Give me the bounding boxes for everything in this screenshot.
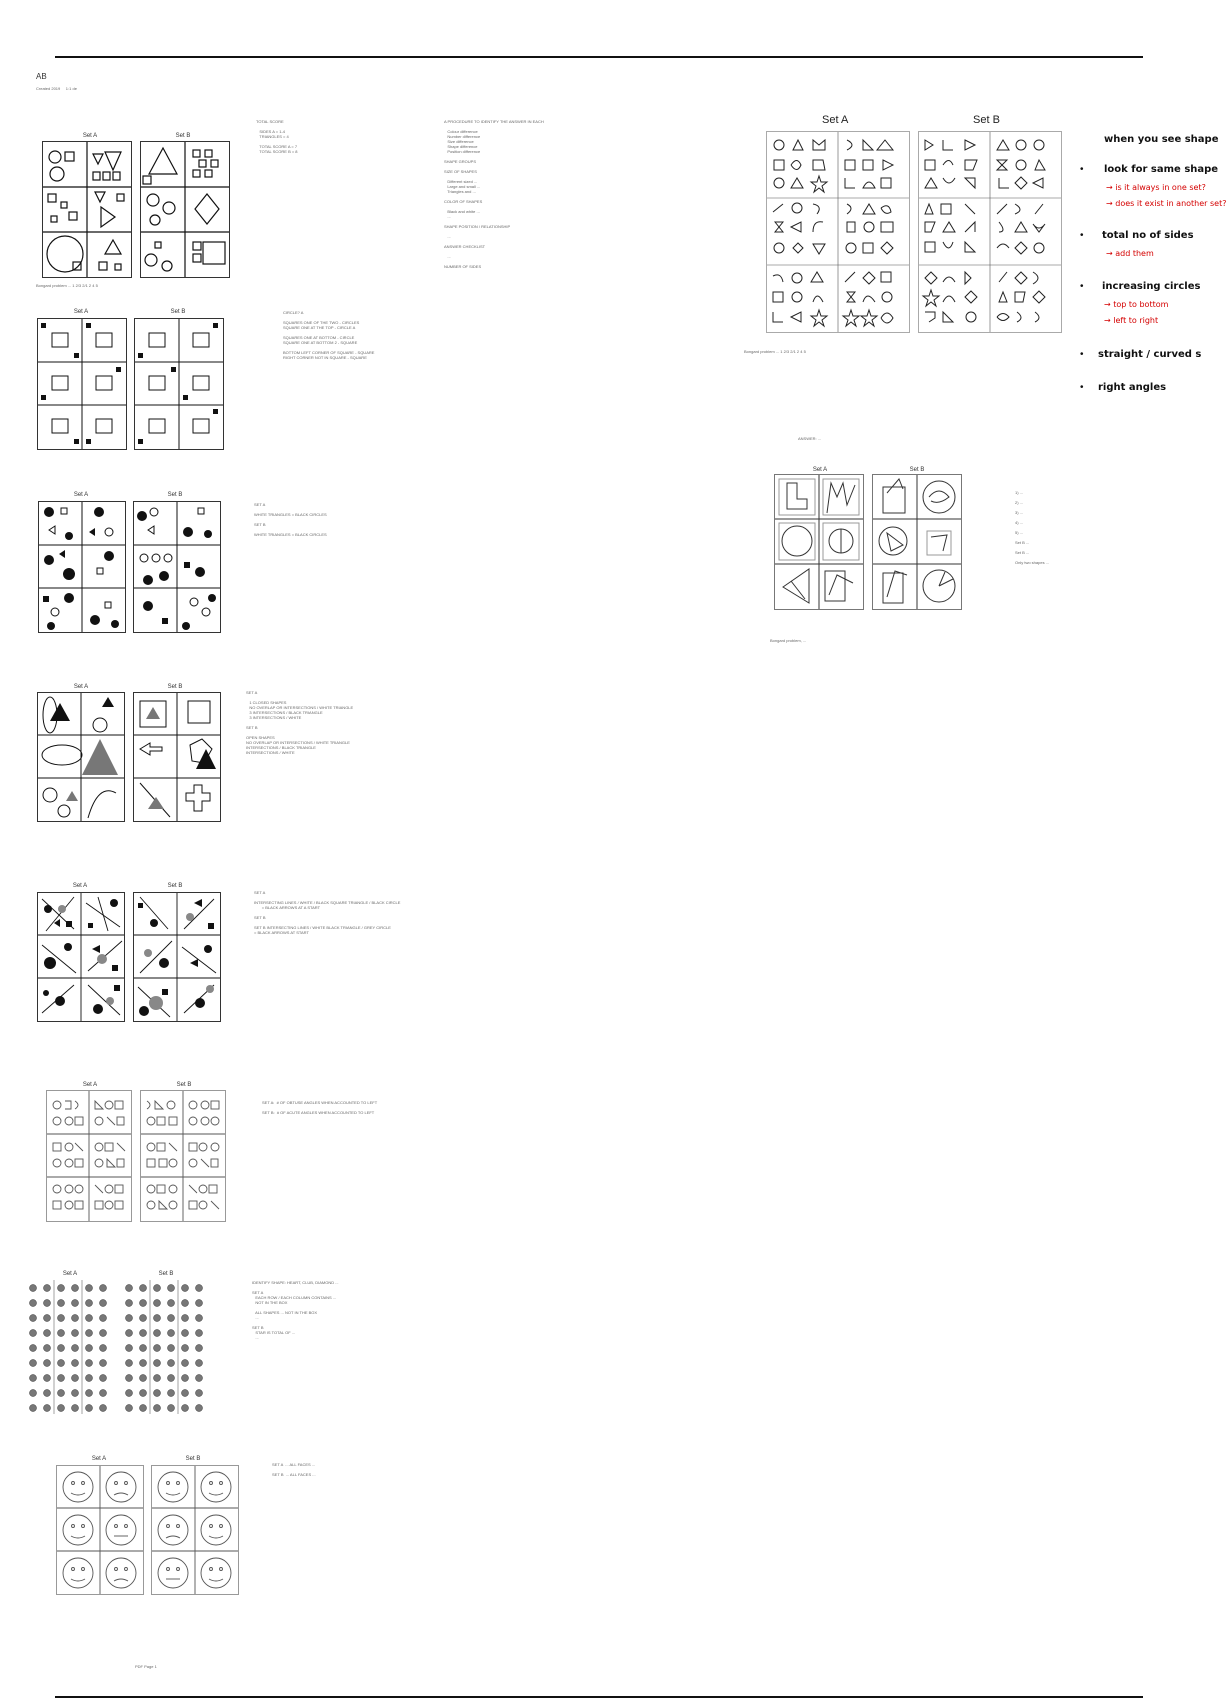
fig8-set-b-label: Set B	[185, 1456, 201, 1462]
fig2-set-a-panel	[37, 318, 127, 450]
fig4-set-b-panel	[133, 692, 221, 822]
fig6-set-b-label: Set B	[176, 1082, 192, 1088]
hand-item-1: look for same shape	[1104, 164, 1219, 175]
document-subtitle: Created 2019 1:1 de	[36, 86, 77, 91]
fig2-set-a-label: Set A	[73, 309, 89, 315]
fig3-note: SET A WHITE TRIANGLES = BLACK CIRCLES SET B WHITE TRIANGLES = BLACK CIRCLES	[254, 502, 327, 537]
answer-note: ANSWER: ...	[798, 436, 822, 441]
fig3-set-b-label: Set B	[167, 492, 183, 498]
fig9-caption: Bongard problem, ...	[770, 638, 807, 643]
fig7-note: IDENTIFY SHAPE: HEART, CLUB, DIAMOND ... SET A EACH ROW / EACH COLUMN CONTAINS ... NOT IN THE BOX ALL SHAPES ... NOT IN THE BOX ... SET B STAR IS TOTAL OF ... ...	[252, 1280, 339, 1340]
fig2-set-b-panel	[134, 318, 224, 450]
fig6-set-b-panel	[140, 1090, 226, 1222]
fig8-note: SET A ... ALL FACES ... SET B ... ALL FACES ...	[272, 1462, 316, 1477]
fig4-set-b-label: Set B	[167, 684, 183, 690]
fig9-set-a-panel	[774, 474, 864, 610]
fig1-set-a-panel	[42, 141, 132, 278]
hand-item-1-note-2: → does it exist in another set?	[1106, 199, 1226, 208]
fig4-note: SET A 1 CLOSED SHAPES NO OVERLAP OR INTERSECTIONS / WHITE TRIANGLE 3 INTERSECTIONS / BLACK TRIANGLE 3 INTERSECTIONS / WHITE SET B OPEN SHAPES NO OVERLAP OR INTERSECTIONS / WHITE TRIANGLE INTERSECTIONS / BLACK TRIANGLE INTERSECTIONS / WHITE	[246, 690, 354, 755]
fig5-note: SET A INTERSECTING LINES / WHITE / BLACK SQUARE TRIANGLE / BLACK CIRCLE = BLACK ARROWS AT A START SET B SET B INTERSECTING LINES / WHITE BLACK TRIANGLE / GREY CIRCLE = BLACK ARROWS AT START	[254, 890, 401, 935]
fig5-set-b-label: Set B	[167, 883, 183, 889]
fig3-set-b-panel	[133, 501, 221, 633]
fig1-caption: Bongard problem ... 1 2/3 2/1 2 4 5	[36, 283, 98, 288]
hand-bullet-2: •	[1080, 230, 1084, 241]
hand-bullet-3: •	[1080, 281, 1084, 292]
document-title: AB	[36, 72, 47, 81]
fig1-set-b-label: Set B	[175, 133, 191, 139]
fig4-set-a-panel	[37, 692, 125, 822]
fig7-set-a-label: Set A	[62, 1271, 78, 1277]
fig9-set-b-panel	[872, 474, 962, 610]
fig2-note: CIRCLE? A SQUARES ONE OF THE TWO - CIRCLES SQUARE ONE AT THE TOP - CIRCLE A SQUARES ONE AT BOTTOM - CIRCLE SQUARE ONE AT BOTTOM 2 - SQUARE BOTTOM LEFT CORNER OF SQUARE - SQUARE RIGHT CORNER NOT IN SQUARE - SQUARE	[283, 310, 375, 360]
large-set-b-label: Set B	[973, 114, 1000, 126]
large-set-a-panel	[766, 131, 910, 333]
hand-bullet-5: •	[1080, 382, 1084, 393]
top-rule	[55, 56, 1143, 58]
hand-item-5: right angles	[1098, 382, 1167, 393]
hand-item-1-note-1: → is it always in one set?	[1106, 183, 1206, 192]
fig3-set-a-label: Set A	[73, 492, 89, 498]
fig9-set-b-label: Set B	[909, 467, 925, 473]
hand-heading: when you see shape	[1104, 134, 1219, 145]
footer-page-label: PDF Page 1	[135, 1664, 157, 1669]
hand-item-2: total no of sides	[1102, 230, 1194, 241]
fig7-set-b-grid	[122, 1280, 208, 1414]
bottom-rule	[55, 1696, 1143, 1698]
large-set-b-panel	[918, 131, 1062, 333]
fig5-set-a-label: Set A	[72, 883, 88, 889]
large-fig-caption: Bongard problem ... 1 2/3 2/1 2 4 5	[744, 349, 806, 354]
fig8-set-a-label: Set A	[91, 1456, 107, 1462]
hand-item-3-note-1: → top to bottom	[1104, 300, 1169, 309]
large-set-a-label: Set A	[822, 114, 849, 126]
fig8-set-b-panel	[151, 1465, 239, 1595]
fig6-set-a-label: Set A	[82, 1082, 98, 1088]
fig6-set-a-panel	[46, 1090, 132, 1222]
hand-bullet-4: •	[1080, 349, 1084, 360]
hand-item-3-note-2: → left to right	[1104, 316, 1159, 325]
fig2-set-b-label: Set B	[170, 309, 186, 315]
fig3-set-a-panel	[38, 501, 126, 633]
fig7-set-b-label: Set B	[158, 1271, 174, 1277]
hand-item-3: increasing circles	[1102, 281, 1201, 292]
fig1-set-a-label: Set A	[82, 133, 98, 139]
fig7-set-a-grid	[26, 1280, 112, 1414]
fig9-set-a-label: Set A	[812, 467, 828, 473]
fig9-notes: 1) ... 2) ... 3) ... 4) ... 5) ... Set B ... Set B ... Only two shapes ...	[1015, 490, 1050, 565]
fig1-set-b-panel	[140, 141, 230, 278]
hand-item-2-note-1: → add them	[1106, 249, 1154, 258]
hand-item-4: straight / curved s	[1098, 349, 1202, 360]
fig6-note: SET A: # OF OBTUSE ANGLES WHEN ACCOUNTED TO LEFT SET B: # OF ACUTE ANGLES WHEN ACCOUNTED TO LEFT	[262, 1100, 378, 1115]
hand-bullet-1: •	[1080, 164, 1084, 175]
fig8-set-a-panel	[56, 1465, 144, 1595]
fig5-set-a-panel	[37, 892, 125, 1022]
fig5-set-b-panel	[133, 892, 221, 1022]
fig1-note: TOTAL SCORE SIDES A = 1-4 TRIANGLES = 4 TOTAL SCORE A = 7 TOTAL SCORE B = 8	[256, 119, 298, 154]
fig4-set-a-label: Set A	[73, 684, 89, 690]
procedure-notes: A PROCEDURE TO IDENTIFY THE ANSWER IN EACH Colour difference Number difference Size difference Shape difference Position difference SHAPE GROUPS SIZE OF SHAPES Different sized ... Large and small ... Triangles and ... COLOR OF SHAPES Black and white ... ... SHAPE POSITION / RELATIONSHIP ... ANSWER CHECKLIST ... NUMBER OF SIDES	[444, 119, 544, 269]
